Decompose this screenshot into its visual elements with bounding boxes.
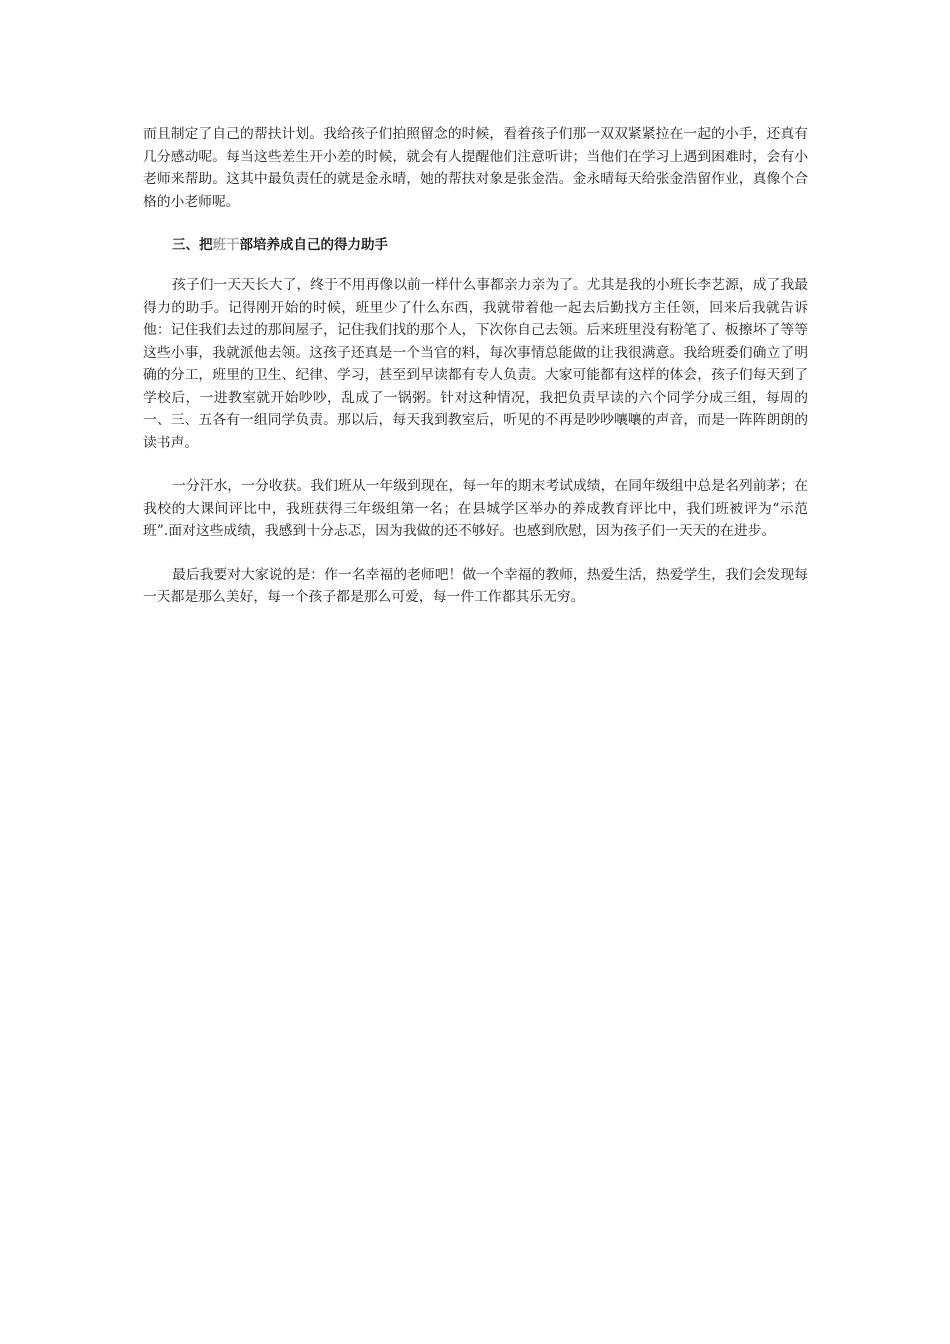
- paragraph-1: 而且制定了自己的帮扶计划。我给孩子们拍照留念的时候，看着孩子们那一双双紧紧拉在一起的小手，还真有几分感动呢。每当这些差生开小差的时候，就会有人提醒他们注意听讲；当他们在学习上遇到困难时，会有小老师来帮助。这其中最负责任的就是金永晴，她的帮扶对象是张金浩。金永晴每天给张金浩留作业，真像个合格的小老师呢。: [143, 126, 808, 210]
- heading-text-highlight: 班干: [212, 237, 240, 253]
- heading-text-after: 部培养成自己的得力助手: [239, 237, 388, 253]
- spacer: [143, 543, 808, 564]
- spacer: [143, 213, 808, 234]
- spacer: [143, 454, 808, 475]
- heading-text-before: 三、把: [172, 237, 213, 253]
- section-heading: [143, 234, 808, 256]
- spacer: [143, 256, 808, 274]
- paragraph-4: 最后我要对大家说的是：作一名幸福的老师吧！做一个幸福的教师，热爱生活，热爱学生，我们会发现每一天都是那么美好，每一个孩子都是那么可爱，每一件工作都其乐无穷。: [143, 566, 808, 605]
- paragraph-3: 一分汗水，一分收获。我们班从一年级到现在，每一年的期末考试成绩，在同年级组中总是名列前茅；在我校的大课间评比中，我班获得三年级组第一名；在县城学区举办的养成教育评比中，我们班被评为“示范班”.面对这些成绩，我感到十分忐忑，因为我做的还不够好。也感到欣慰，因为孩子们一天天的在进步。: [143, 478, 808, 539]
- paragraph-2: 孩子们一天天长大了，终于不用再像以前一样什么事都亲力亲为了。尤其是我的小班长李艺源，成了我最得力的助手。记得刚开始的时候，班里少了什么东西，我就带着他一起去后勤找方主任领，回来后我就告诉他：记住我们去过的那间屋子，记住我们找的那个人，下次你自己去领。后来班里没有粉笔了、板擦坏了等等这些小事，我就派他去领。这孩子还真是一个当官的料，每次事情总能做的让我很满意。我给班委们确立了明确的分工，班里的卫生、纪律、学习，甚至到早读都有专人负责。大家可能都有这样的体会，孩子们每天到了学校后，一进教室就开始吵吵，乱成了一锅粥。针对这种情况，我把负责早读的六个同学分成三组，每周的一、三、五各有一组同学负责。那以后，每天我到教室后，听见的不再是吵吵嚷嚷的声音，而是一阵阵朗朗的读书声。: [143, 277, 808, 451]
- document-page: [143, 123, 808, 609]
